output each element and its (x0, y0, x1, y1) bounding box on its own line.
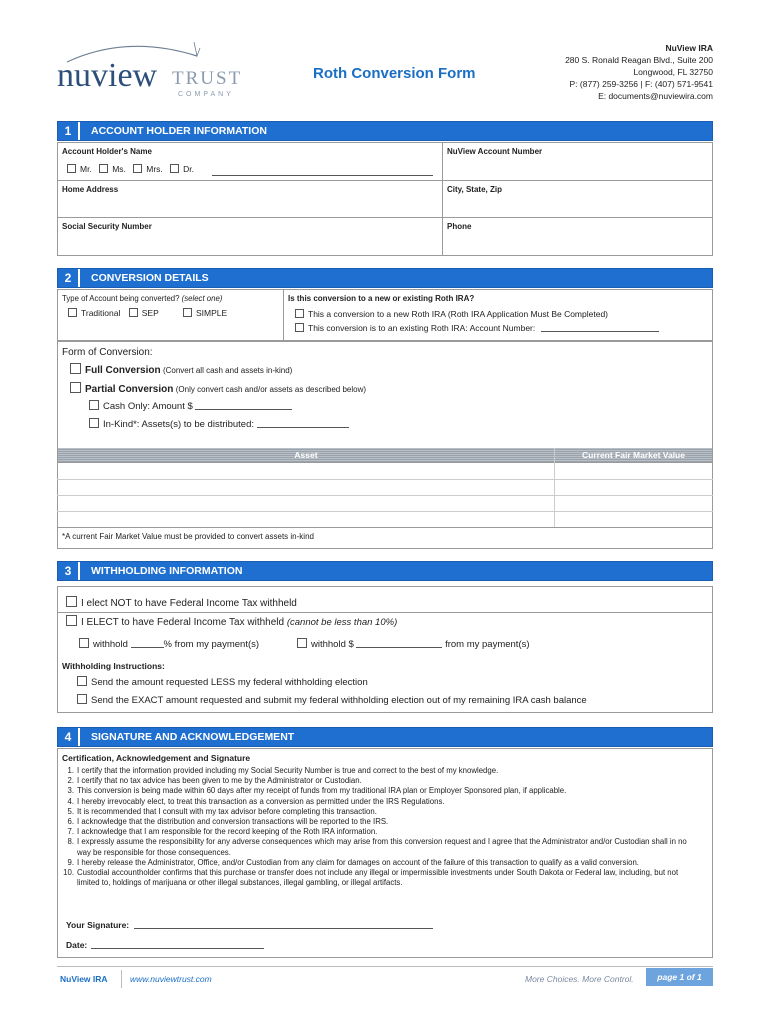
org-phones: P: (877) 259-3256 | F: (407) 571-9541 (569, 79, 713, 89)
withhold-amount-field[interactable] (356, 639, 442, 648)
section-2-header (57, 268, 713, 288)
elect-label: I ELECT to have Federal Income Tax withheld (81, 617, 285, 628)
withhold-amount-label-b: from my payment(s) (445, 639, 530, 650)
checkbox-withhold-amount[interactable] (297, 638, 307, 648)
cert-item-text: I expressly assume the responsibility for any adverse consequences which may arise from this conversion request and I agree that the Administrator and/or Custodian shall in no way be responsible for those consequences. (77, 837, 687, 857)
city-state-zip-label: City, State, Zip (447, 185, 502, 194)
full-conversion-option (70, 363, 292, 376)
org-name: NuView IRA (665, 43, 713, 53)
checkbox-simple[interactable] (183, 308, 192, 317)
divider (442, 142, 443, 256)
withhold-amount-option (297, 638, 530, 650)
cert-item: 2. I certify that no tax advice has been given to me by the Administrator or Custodian. (62, 776, 702, 786)
org-contact-block (565, 42, 713, 102)
org-address-2: Longwood, FL 32750 (633, 67, 713, 77)
cash-only-label: Cash Only: Amount $ (103, 401, 193, 412)
account-holder-box (57, 142, 713, 256)
signature-label: Your Signature: (66, 920, 130, 930)
withhold-percent-option (79, 638, 259, 650)
new-roth-label: This a conversion to a new Roth IRA (Roth IRA Application Must Be Completed) (308, 309, 609, 319)
checkbox-elect[interactable] (66, 615, 77, 626)
table-row[interactable] (57, 495, 713, 496)
divider (57, 462, 713, 463)
checkbox-existing-roth[interactable] (295, 323, 304, 332)
checkbox-cash-only[interactable] (89, 400, 99, 410)
send-less-option (77, 676, 368, 688)
footer-org-name: NuView IRA (60, 974, 108, 984)
salutation-mrs: Mrs. (146, 164, 163, 174)
signature-field[interactable] (134, 928, 433, 929)
footer-website-link[interactable]: www.nuviewtrust.com (130, 974, 212, 984)
existing-account-number-field[interactable] (541, 323, 659, 332)
withholding-instructions-label: Withholding Instructions: (62, 661, 165, 671)
section-1-title: ACCOUNT HOLDER INFORMATION (91, 125, 267, 137)
checkbox-sep[interactable] (129, 308, 138, 317)
name-input-line[interactable] (212, 175, 433, 176)
full-conversion-hint: (Convert all cash and assets in-kind) (162, 366, 293, 375)
type-simple: SIMPLE (195, 308, 228, 318)
checkbox-partial-conversion[interactable] (70, 382, 81, 393)
page-number-badge: page 1 of 1 (646, 968, 713, 986)
checkbox-withhold-percent[interactable] (79, 638, 89, 648)
cert-item-text: I certify that no tax advice has been given to me by the Administrator or Custodian. (77, 776, 362, 786)
cert-item: 1. I certify that the information provided including my Social Security Number is true and correct to the best of my knowledge. (62, 766, 702, 776)
cert-item: 3. This conversion is being made within 60 days after my receipt of funds from my traditional IRA plan or Employer Sponsored plan, if applicable. (62, 786, 702, 796)
logo-trust: TRUST (172, 68, 243, 89)
phone-label: Phone (447, 222, 472, 231)
checkbox-mrs[interactable] (133, 164, 142, 173)
checkbox-in-kind[interactable] (89, 418, 99, 428)
in-kind-option (89, 418, 349, 430)
salutation-ms: Ms. (112, 164, 126, 174)
cash-only-option (89, 400, 292, 412)
checkbox-full-conversion[interactable] (70, 363, 81, 374)
footer-separator (121, 970, 122, 988)
certification-list (62, 766, 702, 888)
cert-item: 10. Custodial accountholder confirms that this purchase or transfer does not include any illegal or impermissible investments under South Dakota or Federal law, including, but not limited to, holdings of marijuana or other illegal substances, illegal gambling, or illegal artifacts. (62, 868, 702, 888)
full-conversion-label: Full Conversion (85, 365, 161, 376)
home-address-label: Home Address (62, 185, 119, 194)
cert-title: Certification, Acknowledgement and Signature (62, 753, 251, 763)
in-kind-assets-field[interactable] (257, 419, 349, 428)
divider (57, 180, 713, 181)
cert-item-text: It is recommended that I consult with my tax advisor before completing this transaction. (77, 806, 377, 816)
divider (554, 448, 555, 527)
cert-item: 6. I acknowledge that the distribution and conversion transactions will be reported to the IRS. (62, 817, 702, 827)
account-type-question (62, 294, 222, 303)
new-or-existing-question: Is this conversion to a new or existing Roth IRA? (288, 294, 475, 303)
cert-item: 4. I hereby irrevocably elect, to treat this transaction as a conversion as permitted under the IRS Regulations. (62, 797, 702, 807)
withhold-percent-field[interactable] (131, 639, 164, 648)
page-title: Roth Conversion Form (313, 65, 476, 82)
type-sep: SEP (141, 308, 159, 318)
checkbox-mr[interactable] (67, 164, 76, 173)
checkbox-new-roth[interactable] (295, 309, 304, 318)
cash-amount-field[interactable] (195, 401, 292, 410)
cert-item-text: Custodial accountholder confirms that this purchase or transfer does not include any illegal or impermissible investments under South Dakota or Federal law, including, but not limited to, holdings of marijuana or other illegal substances, illegal gambling, or illegal artifacts. (77, 868, 679, 888)
send-less-label: Send the amount requested LESS my federal withholding election (91, 677, 368, 688)
cert-item-text: This conversion is being made within 60 days after my receipt of funds from my traditional IRA plan or Employer Sponsored plan, if applicable. (77, 786, 567, 796)
elect-hint: (cannot be less than 10%) (286, 617, 398, 628)
cert-item: 5. It is recommended that I consult with my tax advisor before completing this transaction. (62, 807, 702, 817)
section-2-title: CONVERSION DETAILS (91, 272, 209, 284)
type-traditional: Traditional (81, 308, 121, 318)
cert-item: 7. I acknowledge that I am responsible for the record keeping of the Roth IRA information. (62, 827, 702, 837)
section-1-header (57, 121, 713, 141)
existing-roth-option (295, 323, 659, 333)
cert-item-text: I acknowledge that the distribution and conversion transactions will be reported to the IRS. (77, 817, 389, 827)
cert-item-text: I acknowledge that I am responsible for the record keeping of the Roth IRA information. (77, 827, 378, 837)
partial-conversion-label: Partial Conversion (85, 384, 174, 395)
date-field[interactable] (91, 948, 264, 949)
checkbox-ms[interactable] (99, 164, 108, 173)
salutation-dr: Dr. (183, 164, 195, 174)
divider (57, 527, 713, 528)
partial-conversion-option (70, 382, 366, 395)
section-2-number: 2 (58, 269, 80, 287)
account-type-options (68, 308, 227, 318)
cert-item: 8. I expressly assume the responsibility for any adverse consequences which may arise from this conversion request and I agree that the Administrator and/or Custodian shall in no way be responsible for those consequences. (62, 837, 702, 857)
table-row[interactable] (57, 479, 713, 480)
account-holder-name-label: Account Holder's Name (62, 147, 152, 156)
account-type-hint: (select one) (181, 294, 223, 303)
elect-not-option (66, 596, 297, 609)
elect-option (66, 615, 397, 628)
table-row[interactable] (57, 511, 713, 512)
fmv-column-header: Current Fair Market Value (555, 448, 712, 462)
logo-company: COMPANY (178, 91, 234, 98)
elect-not-label: I elect NOT to have Federal Income Tax withheld (81, 598, 297, 609)
date-label: Date: (66, 940, 88, 950)
section-4-number: 4 (58, 728, 80, 746)
section-4-header (57, 727, 713, 747)
divider (283, 289, 284, 341)
checkbox-dr[interactable] (170, 164, 179, 173)
salutation-mr: Mr. (80, 164, 92, 174)
org-address-1: 280 S. Ronald Reagan Blvd., Suite 200 (565, 55, 713, 65)
send-exact-label: Send the EXACT amount requested and submit my federal withholding election out of my remaining IRA cash balance (91, 695, 587, 706)
salutation-options (67, 164, 194, 174)
nuview-trust-logo (57, 40, 267, 100)
partial-conversion-hint: (Only convert cash and/or assets as described below) (175, 385, 367, 394)
section-1-number: 1 (58, 122, 80, 140)
cert-item-text: I hereby irrevocably elect, to treat this transaction as a conversion as permitted under the IRS Regulations. (77, 796, 445, 806)
checkbox-send-less[interactable] (77, 676, 87, 686)
send-exact-option (77, 694, 587, 706)
section-3-header (57, 561, 713, 581)
cert-item: 9. I hereby release the Administrator, Office, and/or Custodian from any claim for damages on account of the failure of this transaction to qualify as a valid conversion. (62, 858, 702, 868)
asset-column-header: Asset (58, 448, 554, 462)
divider (57, 217, 713, 218)
checkbox-elect-not[interactable] (66, 596, 77, 607)
withhold-amount-label-a: withhold $ (311, 639, 354, 650)
ssn-label: Social Security Number (62, 222, 152, 231)
new-roth-option (295, 309, 608, 319)
form-of-conversion-label: Form of Conversion: (62, 347, 153, 358)
divider (57, 612, 713, 613)
footer-divider (57, 966, 713, 967)
section-4-title: SIGNATURE AND ACKNOWLEDGEMENT (91, 731, 295, 743)
fmv-footnote: *A current Fair Market Value must be provided to convert assets in-kind (62, 532, 314, 541)
section-3-title: WITHHOLDING INFORMATION (91, 565, 243, 577)
withhold-percent-label-b: % from my payment(s) (163, 639, 260, 650)
cert-item-text: I certify that the information provided including my Social Security Number is true and correct to the best of my knowledge. (77, 766, 499, 775)
existing-roth-label: This conversion is to an existing Roth IRA: Account Number: (308, 323, 536, 333)
account-type-label: Type of Account being converted? (62, 294, 180, 303)
cert-item-text: I hereby release the Administrator, Office, and/or Custodian from any claim for damages on account of the failure of this transaction to qualify as a valid conversion. (77, 857, 639, 867)
account-number-label: NuView Account Number (447, 147, 543, 156)
footer-tagline: More Choices. More Control. (525, 974, 634, 984)
org-email: E: documents@nuviewira.com (598, 91, 713, 101)
withhold-percent-label-a: withhold (93, 639, 128, 650)
section-3-number: 3 (58, 562, 80, 580)
logo-wordmark: nuview (57, 57, 158, 94)
checkbox-send-exact[interactable] (77, 694, 87, 704)
checkbox-traditional[interactable] (68, 308, 77, 317)
in-kind-label: In-Kind*: Assets(s) to be distributed: (103, 419, 255, 430)
